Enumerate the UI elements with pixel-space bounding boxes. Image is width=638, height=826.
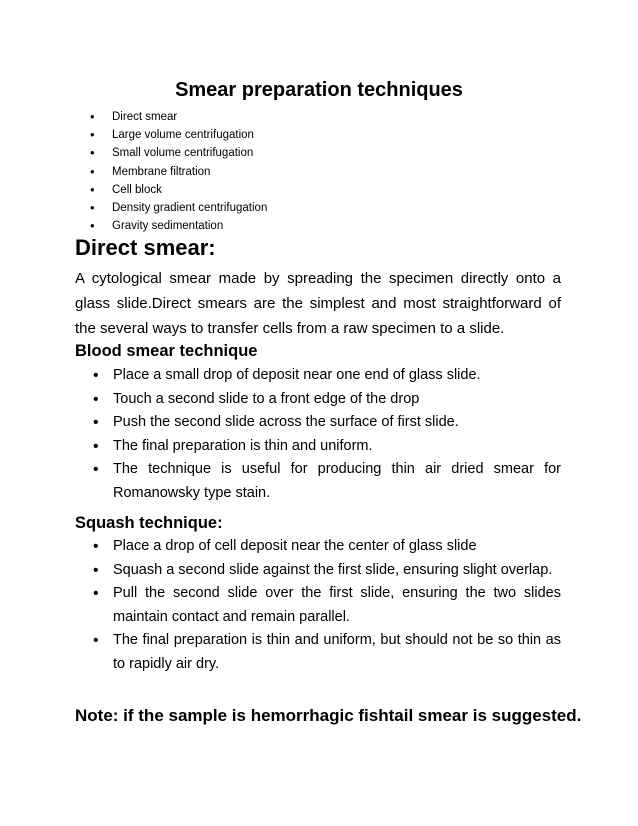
list-item: • Cell block <box>90 181 267 199</box>
list-item: • Gravity sedimentation <box>90 217 267 235</box>
note: Note: if the sample is hemorrhagic fishtail smear is suggested. <box>75 706 582 725</box>
squash-steps <box>75 535 561 676</box>
technique-list <box>90 108 267 235</box>
list-item: • Pull the second slide over the first slide, ensuring the two slides maintain contact and remain parallel. <box>75 582 561 629</box>
list-item: • Push the second slide across the surface of first slide. <box>75 411 561 435</box>
list-item: • Place a drop of cell deposit near the center of glass slide <box>75 535 561 559</box>
list-item: • Squash a second slide against the first slide, ensuring slight overlap. <box>75 559 561 583</box>
subheading-squash: Squash technique: <box>75 514 223 532</box>
list-item: • Direct smear <box>90 108 267 126</box>
list-item: • The final preparation is thin and uniform, but should not be so thin as to rapidly air dry. <box>75 629 561 676</box>
list-item: • Place a small drop of deposit near one end of glass slide. <box>75 364 561 388</box>
list-item: • Density gradient centrifugation <box>90 199 267 217</box>
list-item: • Large volume centrifugation <box>90 126 267 144</box>
blood-smear-steps <box>75 364 561 505</box>
list-item: • The technique is useful for producing thin air dried smear for Romanowsky type stain. <box>75 458 561 505</box>
list-item: • Membrane filtration <box>90 163 267 181</box>
subheading-blood-smear: Blood smear technique <box>75 342 258 360</box>
page-title: Smear preparation techniques <box>175 79 463 101</box>
list-item: • Touch a second slide to a front edge of the drop <box>75 388 561 412</box>
section-heading-direct-smear: Direct smear: <box>75 235 216 260</box>
list-item: • The final preparation is thin and uniform. <box>75 435 561 459</box>
list-item: • Small volume centrifugation <box>90 144 267 162</box>
direct-smear-paragraph: A cytological smear made by spreading the specimen directly onto a glass slide.Direct smears are the simplest and most straightforward of the several ways to transfer cells from a raw specimen to a slide. <box>75 270 561 337</box>
